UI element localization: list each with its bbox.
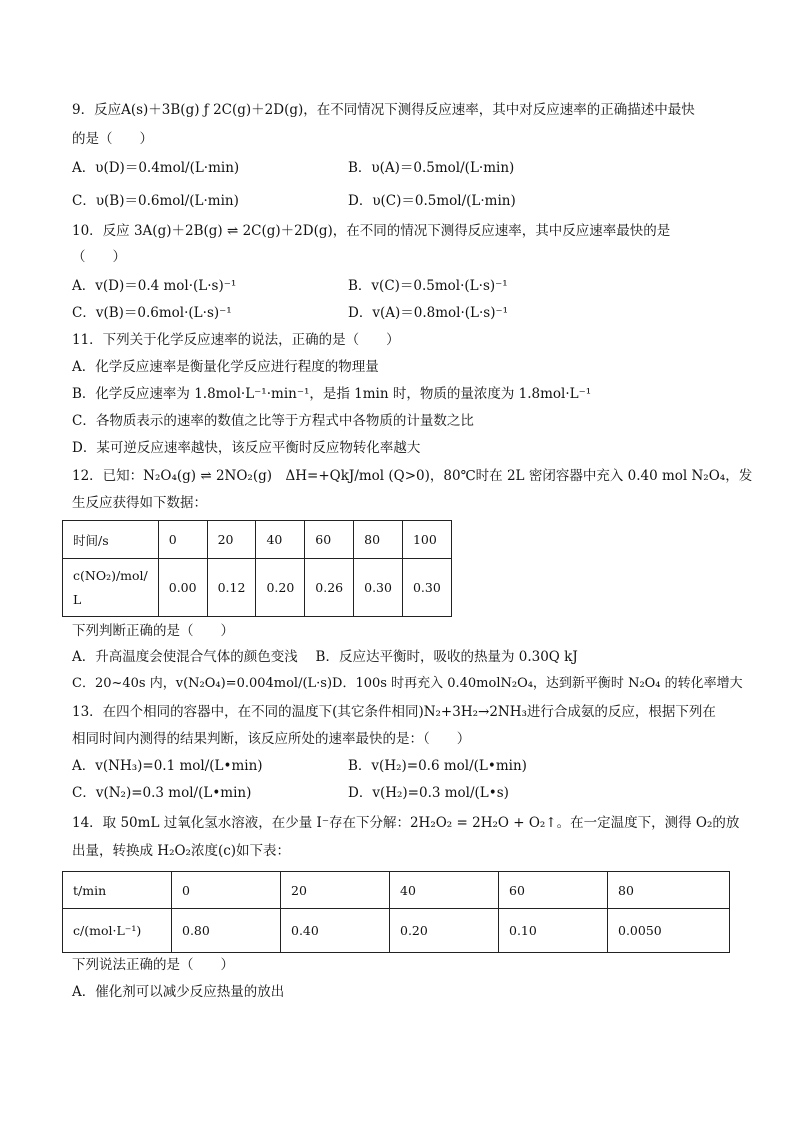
q12-stem: 12．已知：N₂O₄(g) ⇌ 2NO₂(g) ΔH=+QkJ/mol (Q>0)，80℃时在 2L 密闭容器中充入 0.40 mol N₂O₄，发 (72, 468, 753, 484)
q11-option-a: A．化学反应速率是衡量化学反应进行程度的物理量 (72, 359, 379, 375)
table-cell: 0.30 (402, 559, 451, 617)
table-row-label: 时间/s (63, 521, 159, 559)
table-cell: 0 (158, 521, 207, 559)
table-cell: 0.80 (172, 909, 281, 953)
table-cell: 0.12 (207, 559, 256, 617)
table-cell: 0 (172, 872, 281, 909)
table-cell: 0.00 (158, 559, 207, 617)
table-row-label (63, 559, 159, 617)
q10-stem: 10．反应 3A(g)＋2B(g) ⇌ 2C(g)＋2D(g)，在不同的情况下测得反应速率，其中反应速率最快的是 (72, 223, 671, 239)
q13-option-d: D．v(H₂)=0.3 mol/(L•s) (348, 785, 509, 801)
q12-options-cd: C．20~40s 内，v(N₂O₄)=0.004mol/(L·s)D．100s 时再充入 0.40molN₂O₄，达到新平衡时 N₂O₄ 的转化率增大 (72, 676, 743, 691)
table-cell: 80 (354, 521, 403, 559)
row-label-line-2: L (73, 591, 82, 607)
q9-option-a: A．υ(D)＝0.4mol/(L·min) (72, 160, 240, 176)
q11-option-d: D．某可逆反应速率越快，该反应平衡时反应物转化率越大 (72, 440, 421, 456)
table-cell: 100 (402, 521, 451, 559)
q10-option-d: D．v(A)＝0.8mol·(L·s)⁻¹ (348, 305, 508, 321)
q14-option-a: A．催化剂可以减少反应热量的放出 (72, 984, 285, 1000)
q13-option-c: C．v(N₂)=0.3 mol/(L•min) (72, 785, 252, 801)
row-label-line-1: c(NO₂)/mol/ (73, 567, 148, 583)
q12-prompt: 下列判断正确的是（ ） (72, 623, 234, 639)
q12-stem-cont: 生反应获得如下数据： (72, 495, 207, 511)
table-cell: 60 (305, 521, 354, 559)
table-cell: 0.20 (390, 909, 499, 953)
table-cell: 20 (207, 521, 256, 559)
q11-option-b: B．化学反应速率为 1.8mol·L⁻¹·min⁻¹，是指 1min 时，物质的量浓度为 1.8mol·L⁻¹ (72, 386, 592, 402)
q14-prompt: 下列说法正确的是（ ） (72, 957, 234, 973)
q14-stem: 14．取 50mL 过氧化氢水溶液，在少量 I⁻存在下分解：2H₂O₂ = 2H₂O + O₂↑。在一定温度下，测得 O₂的放 (72, 815, 740, 831)
q13-option-a: A．v(NH₃)=0.1 mol/(L•min) (72, 758, 263, 774)
table-cell: 40 (390, 872, 499, 909)
q14-data-table (62, 871, 730, 953)
q9-stem: 9．反应A(s)＋3B(g) ƒ 2C(g)＋2D(g)，在不同情况下测得反应速率，其中对反应速率的正确描述中最快 (72, 102, 695, 118)
table-row-label: c/(mol·L⁻¹) (63, 909, 172, 953)
table-cell: 40 (256, 521, 305, 559)
table-row (63, 559, 452, 617)
q9-option-d: D．υ(C)＝0.5mol/(L·min) (348, 193, 516, 209)
q10-option-b: B．v(C)＝0.5mol·(L·s)⁻¹ (348, 278, 508, 294)
table-cell: 0.26 (305, 559, 354, 617)
table-row-label: t/min (63, 872, 172, 909)
table-cell: 0.40 (281, 909, 390, 953)
table-cell: 0.20 (256, 559, 305, 617)
table-cell: 80 (608, 872, 730, 909)
table-cell: 20 (281, 872, 390, 909)
table-row (63, 909, 730, 953)
table-cell: 60 (499, 872, 608, 909)
q13-stem-cont: 相同时间内测得的结果判断，该反应所处的速率最快的是：（ ） (72, 731, 471, 747)
q13-option-b: B．v(H₂)=0.6 mol/(L•min) (348, 758, 527, 774)
table-cell: 0.0050 (608, 909, 730, 953)
q9-stem-cont: 的是（ ） (72, 131, 153, 147)
q14-stem-cont: 出量，转换成 H₂O₂浓度(c)如下表： (72, 843, 291, 859)
q13-stem: 13．在四个相同的容器中，在不同的温度下(其它条件相同)N₂+3H₂→2NH₃进行合成氨的反应，根据下列在 (72, 704, 716, 720)
table-row (63, 872, 730, 909)
table-cell: 0.30 (354, 559, 403, 617)
q9-option-b: B．υ(A)＝0.5mol/(L·min) (348, 160, 515, 176)
table-row (63, 521, 452, 559)
table-cell: 0.10 (499, 909, 608, 953)
q11-stem: 11．下列关于化学反应速率的说法，正确的是（ ） (72, 332, 400, 348)
q10-stem-cont: （ ） (72, 249, 126, 265)
q10-option-a: A．v(D)＝0.4 mol·(L·s)⁻¹ (72, 278, 237, 294)
q10-option-c: C．v(B)＝0.6mol·(L·s)⁻¹ (72, 305, 232, 321)
q9-option-c: C．υ(B)＝0.6mol/(L·min) (72, 193, 239, 209)
q12-options-ab: A．升高温度会使混合气体的颜色变浅 B．反应达平衡时，吸收的热量为 0.30Q kJ (72, 649, 578, 665)
q11-option-c: C．各物质表示的速率的数值之比等于方程式中各物质的计量数之比 (72, 413, 474, 429)
q12-data-table (62, 520, 452, 617)
